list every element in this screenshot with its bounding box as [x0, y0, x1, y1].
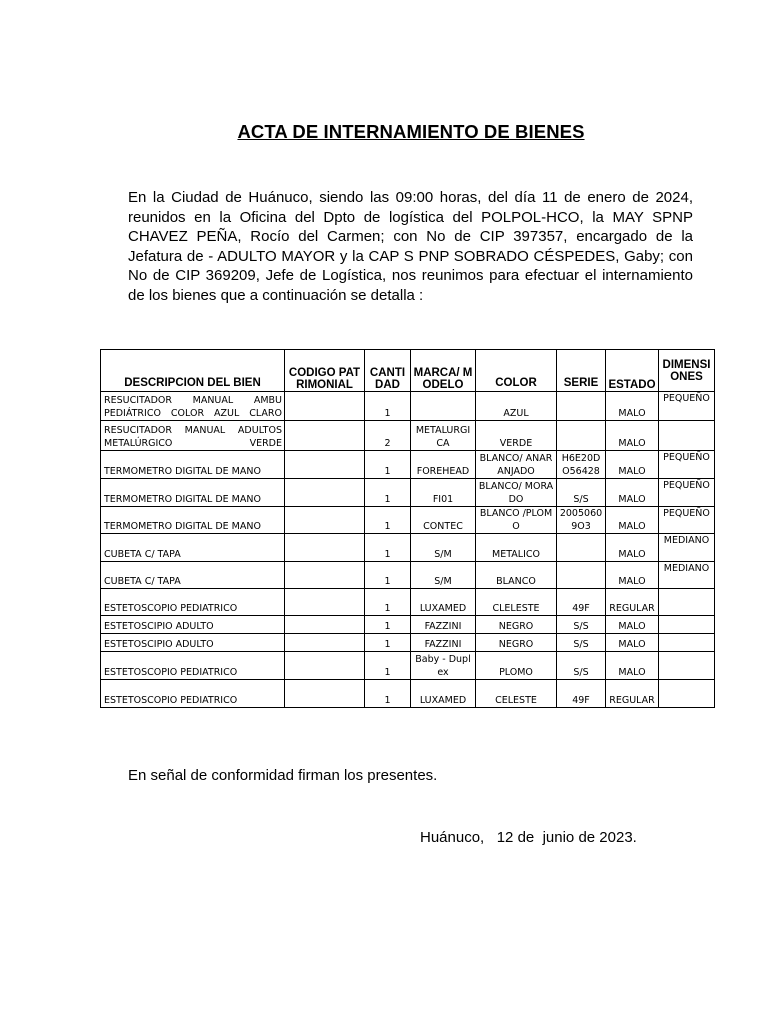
cell-cantidad: 2 [365, 421, 411, 451]
cell-descripcion: RESUCITADOR MANUAL AMBU PEDIÁTRICO COLOR AZUL CLARO [101, 392, 285, 421]
cell-serie: S/S [557, 652, 606, 680]
table-body [101, 392, 715, 708]
cell-serie: S/S [557, 616, 606, 634]
cell-dimensiones: PEQUEÑO [659, 507, 715, 534]
cell-estado: MALO [606, 616, 659, 634]
header-color: COLOR [476, 350, 557, 392]
goods-table [100, 349, 715, 708]
cell-cantidad: 1 [365, 652, 411, 680]
cell-color: AZUL [476, 392, 557, 421]
cell-cantidad: 1 [365, 616, 411, 634]
cell-marca: FAZZINI [411, 634, 476, 652]
cell-descripcion: ESTETOSCIPIO ADULTO [101, 616, 285, 634]
cell-cantidad: 1 [365, 634, 411, 652]
cell-cantidad: 1 [365, 562, 411, 589]
table-row [101, 421, 715, 451]
cell-marca: LUXAMED [411, 680, 476, 708]
cell-cantidad: 1 [365, 680, 411, 708]
cell-estado: MALO [606, 652, 659, 680]
table-row [101, 589, 715, 616]
cell-cantidad: 1 [365, 451, 411, 479]
cell-descripcion: ESTETOSCOPIO PEDIATRICO [101, 680, 285, 708]
cell-dimensiones [659, 421, 715, 451]
cell-estado: MALO [606, 479, 659, 507]
table-header-row [101, 350, 715, 392]
cell-estado: MALO [606, 634, 659, 652]
cell-codigo [285, 392, 365, 421]
cell-dimensiones [659, 589, 715, 616]
cell-serie [557, 392, 606, 421]
cell-color: METALICO [476, 534, 557, 562]
cell-estado: MALO [606, 562, 659, 589]
cell-codigo [285, 507, 365, 534]
cell-marca: S/M [411, 562, 476, 589]
cell-marca: LUXAMED [411, 589, 476, 616]
cell-estado: MALO [606, 451, 659, 479]
cell-codigo [285, 652, 365, 680]
cell-cantidad: 1 [365, 479, 411, 507]
table-row [101, 652, 715, 680]
cell-cantidad: 1 [365, 507, 411, 534]
cell-estado: MALO [606, 507, 659, 534]
table-row [101, 534, 715, 562]
cell-codigo [285, 479, 365, 507]
cell-cantidad: 1 [365, 534, 411, 562]
table-row [101, 392, 715, 421]
cell-serie: H6E20DO56428 [557, 451, 606, 479]
header-marca: MARCA/ MODELO [411, 350, 476, 392]
cell-estado: REGULAR [606, 680, 659, 708]
cell-codigo [285, 421, 365, 451]
header-serie: SERIE [557, 350, 606, 392]
header-estado: ESTADO [606, 350, 659, 392]
cell-descripcion: TERMOMETRO DIGITAL DE MANO [101, 451, 285, 479]
cell-serie [557, 562, 606, 589]
table-row [101, 479, 715, 507]
cell-descripcion: TERMOMETRO DIGITAL DE MANO [101, 479, 285, 507]
cell-descripcion: ESTETOSCOPIO PEDIATRICO [101, 652, 285, 680]
cell-marca: CONTEC [411, 507, 476, 534]
cell-descripcion: CUBETA C/ TAPA [101, 562, 285, 589]
cell-dimensiones: PEQUEÑO [659, 479, 715, 507]
cell-cantidad: 1 [365, 589, 411, 616]
header-descripcion: DESCRIPCION DEL BIEN [101, 350, 285, 392]
cell-serie: S/S [557, 479, 606, 507]
cell-estado: MALO [606, 392, 659, 421]
cell-color: NEGRO [476, 634, 557, 652]
header-cantidad: CANTIDAD [365, 350, 411, 392]
cell-serie: 20050609O3 [557, 507, 606, 534]
closing-statement: En señal de conformidad firman los presentes. [128, 767, 438, 784]
cell-serie [557, 421, 606, 451]
cell-marca: METALURGICA [411, 421, 476, 451]
cell-color: BLANCO/ MORADO [476, 479, 557, 507]
cell-descripcion: ESTETOSCIPIO ADULTO [101, 634, 285, 652]
cell-color: BLANCO /PLOMO [476, 507, 557, 534]
cell-marca: FI01 [411, 479, 476, 507]
cell-estado: MALO [606, 534, 659, 562]
cell-codigo [285, 616, 365, 634]
cell-marca: S/M [411, 534, 476, 562]
cell-cantidad: 1 [365, 392, 411, 421]
cell-dimensiones [659, 652, 715, 680]
document-title: ACTA DE INTERNAMIENTO DE BIENES [237, 121, 585, 142]
cell-serie [557, 534, 606, 562]
cell-dimensiones: PEQUEÑO [659, 392, 715, 421]
cell-dimensiones [659, 616, 715, 634]
cell-color: BLANCO [476, 562, 557, 589]
cell-color: BLANCO/ ANARANJADO [476, 451, 557, 479]
cell-dimensiones [659, 634, 715, 652]
cell-codigo [285, 680, 365, 708]
table-row [101, 616, 715, 634]
table-row [101, 680, 715, 708]
table-row [101, 634, 715, 652]
cell-color: VERDE [476, 421, 557, 451]
cell-color: CLELESTE [476, 589, 557, 616]
cell-serie: 49F [557, 680, 606, 708]
date-line: Huánuco, 12 de junio de 2023. [420, 829, 637, 846]
cell-descripcion: CUBETA C/ TAPA [101, 534, 285, 562]
cell-marca: FOREHEAD [411, 451, 476, 479]
header-codigo: CODIGO PATRIMONIAL [285, 350, 365, 392]
cell-estado: REGULAR [606, 589, 659, 616]
table-row [101, 507, 715, 534]
cell-dimensiones: MEDIANO [659, 534, 715, 562]
cell-estado: MALO [606, 421, 659, 451]
cell-serie: 49F [557, 589, 606, 616]
cell-color: NEGRO [476, 616, 557, 634]
cell-dimensiones: MEDIANO [659, 562, 715, 589]
cell-dimensiones: PEQUEÑO [659, 451, 715, 479]
table-row [101, 451, 715, 479]
cell-descripcion: ESTETOSCOPIO PEDIATRICO [101, 589, 285, 616]
cell-codigo [285, 634, 365, 652]
intro-paragraph: En la Ciudad de Huánuco, siendo las 09:00 horas, del día 11 de enero de 2024, reunidos en la Oficina del Dpto de logística del POLPOL-HCO, la MAY SPNP CHAVEZ PEÑA, Rocío del Carmen; con No de CIP 397357, encargado de la Jefatura de - ADULTO MAYOR y la CAP S PNP SOBRADO CÉSPEDES, Gaby; con No de CIP 369209, Jefe de Logística, nos reunimos para efectuar el internamiento de los bienes que a continuación se detalla : [128, 189, 693, 304]
cell-codigo [285, 589, 365, 616]
cell-descripcion: TERMOMETRO DIGITAL DE MANO [101, 507, 285, 534]
cell-dimensiones [659, 680, 715, 708]
cell-color: PLOMO [476, 652, 557, 680]
cell-codigo [285, 562, 365, 589]
cell-color: CELESTE [476, 680, 557, 708]
cell-descripcion: RESUCITADOR MANUAL ADULTOS METALÚRGICO VERDE [101, 421, 285, 451]
cell-codigo [285, 534, 365, 562]
cell-serie: S/S [557, 634, 606, 652]
cell-marca: Baby - Duplex [411, 652, 476, 680]
cell-marca: FAZZINI [411, 616, 476, 634]
header-dimensiones: DIMENSIONES [659, 350, 715, 392]
table-row [101, 562, 715, 589]
cell-codigo [285, 451, 365, 479]
cell-marca [411, 392, 476, 421]
